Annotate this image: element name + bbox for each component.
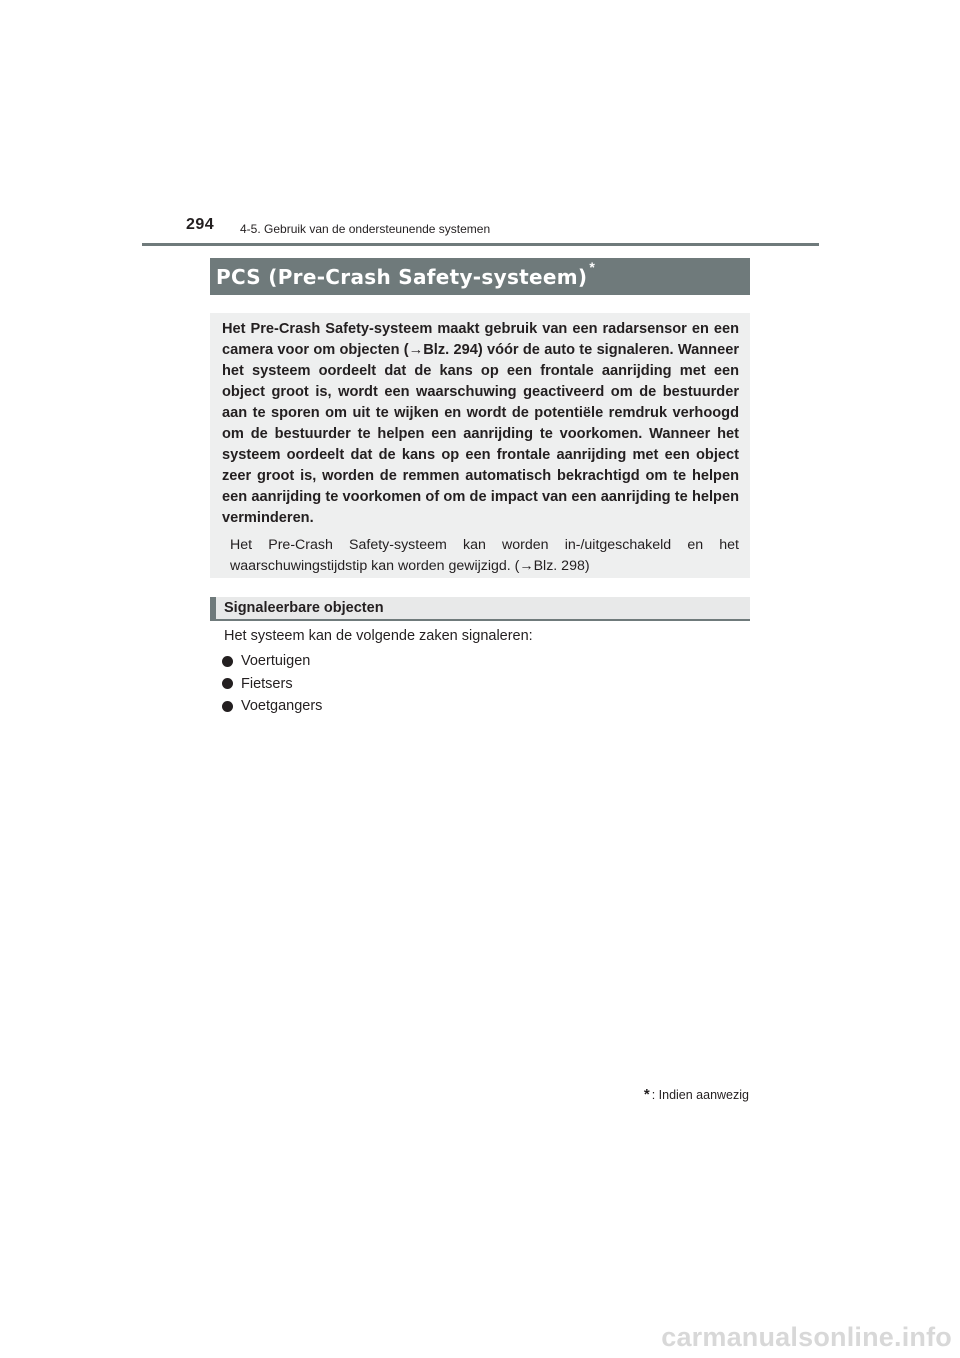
page-number: 294 [186, 216, 215, 233]
bullet-icon [222, 678, 233, 689]
watermark: carmanualsonline.info [661, 1322, 952, 1352]
title-asterisk-marker: * [589, 258, 595, 275]
list-item [222, 650, 322, 673]
list-item-label: Voetgangers [241, 698, 323, 715]
running-head: 4-5. Gebruik van de ondersteunende systemen [240, 222, 491, 236]
subsection-title: Signaleerbare objecten [224, 600, 384, 616]
intro-box [210, 313, 750, 578]
list-item-label: Voertuigen [241, 653, 311, 670]
bullet-icon [222, 701, 233, 712]
list-item [222, 695, 322, 718]
list-item-label: Fietsers [241, 675, 293, 692]
subsection-heading-bar [210, 597, 750, 621]
section-title-bar [210, 258, 750, 295]
footnote-text: : Indien aanwezig [651, 1087, 749, 1102]
footnote-asterisk-marker: * [643, 1086, 650, 1103]
intro-paragraph: Het Pre-Crash Safety-systeem maakt gebruik van een radarsensor en een camera voor om objecten (→Blz. 294) vóór de auto te signaleren. Wanneer het systeem oordeelt dat de kans op een frontale aanrijding met een object groot is, wordt een waarschuwing geactiveerd om de bestuurder aan te sporen om uit te wijken en wordt de potentiële remdruk verhoogd om de bestuurder te helpen een aanrijding te voorkomen. Wanneer het systeem oordeelt dat de kans op een frontale aanrijding met een object zeer groot is, worden de remmen automatisch bekrachtigd om te helpen een aanrijding te voorkomen of om de impact van een aanrijding te helpen verminderen. [222, 321, 739, 526]
bullet-icon [222, 656, 233, 667]
header-divider [142, 243, 819, 246]
footnote [644, 1086, 749, 1103]
bullet-list [222, 650, 322, 718]
list-item [222, 673, 322, 696]
intro-note: Het Pre-Crash Safety-systeem kan worden in-/uitgeschakeld en het waarschuwingstijdstip kan worden gewijzigd. (→Blz. 298) [230, 537, 739, 574]
body-paragraph: Het systeem kan de volgende zaken signaleren: [224, 628, 533, 644]
page-title: PCS (Pre-Crash Safety-systeem) [216, 264, 588, 289]
